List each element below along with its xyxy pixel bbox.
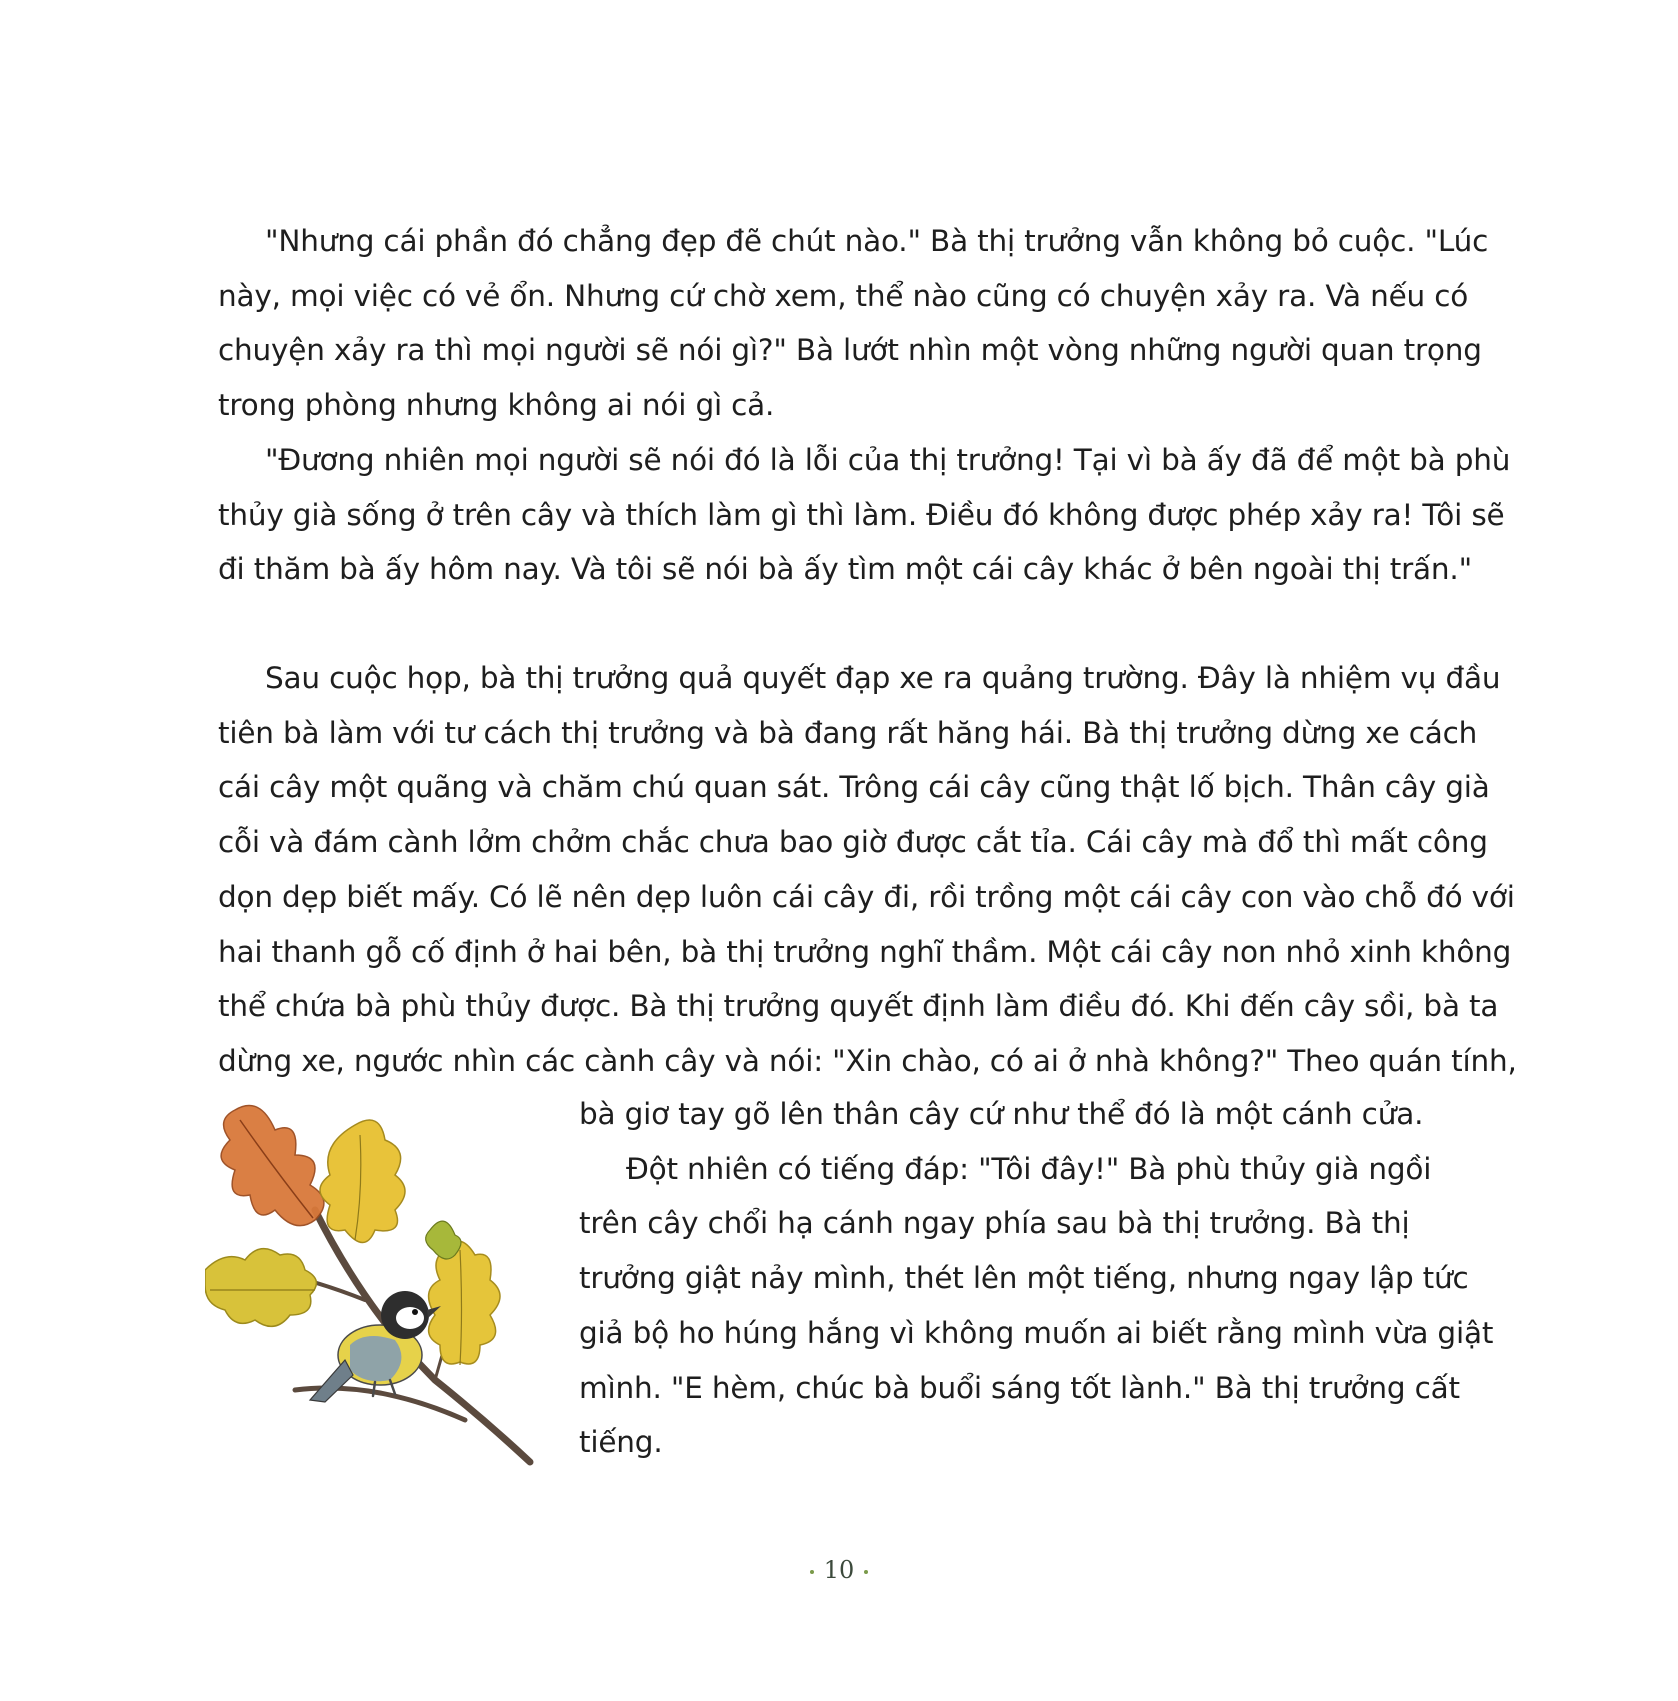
text-line: Sau cuộc họp, bà thị trưởng quả quyết đạp xe ra quảng trường. Đây là nhiệm vụ đầu (265, 661, 1501, 695)
text-line: "Nhưng cái phần đó chẳng đẹp đẽ chút nào." Bà thị trưởng vẫn không bỏ cuộc. "Lúc (265, 224, 1489, 258)
text-line: chuyện xảy ra thì mọi người sẽ nói gì?" Bà lướt nhìn một vòng những người quan trọng (218, 333, 1482, 368)
text-line: thủy già sống ở trên cây và thích làm gì thì làm. Điều đó không được phép xảy ra! Tôi sẽ (218, 497, 1505, 532)
dot-ornament (864, 1570, 868, 1574)
text-line: mình. "E hèm, chúc bà buổi sáng tốt lành." Bà thị trưởng cất (579, 1370, 1460, 1405)
text-line: Đột nhiên có tiếng đáp: "Tôi đây!" Bà phù thủy già ngồi (626, 1151, 1432, 1186)
text-line: dừng xe, ngước nhìn các cành cây và nói: "Xin chào, có ai ở nhà không?" Theo quán tính, (218, 1043, 1517, 1078)
page-number-text: 10 (823, 1556, 855, 1584)
middle-paragraph (218, 651, 1517, 1089)
text-line: này, mọi việc có vẻ ổn. Nhưng cứ chờ xem, thể nào cũng có chuyện xảy ra. Và nếu có (218, 278, 1469, 313)
text-line: bà giơ tay gõ lên thân cây cứ như thể đó là một cánh cửa. (579, 1097, 1424, 1131)
text-line: trưởng giật nảy mình, thét lên một tiếng, nhưng ngay lập tức (579, 1261, 1469, 1296)
text-line: thể chứa bà phù thủy được. Bà thị trưởng quyết định làm điều đó. Khi đến cây sồi, bà ta (218, 989, 1499, 1024)
text-line: đi thăm bà ấy hôm nay. Và tôi sẽ nói bà ấy tìm một cái cây khác ở bên ngoài thị trấn." (218, 552, 1472, 587)
page-number (0, 1556, 1678, 1584)
text-line: trên cây chổi hạ cánh ngay phía sau bà thị trưởng. Bà thị (579, 1206, 1410, 1241)
text-line: hai thanh gỗ cố định ở hai bên, bà thị trưởng nghĩ thầm. Một cái cây non nhỏ xinh không (218, 934, 1512, 969)
text-line: tiên bà làm với tư cách thị trưởng và bà đang rất hăng hái. Bà thị trưởng dừng xe cách (218, 715, 1478, 750)
text-line: dọn dẹp biết mấy. Có lẽ nên dẹp luôn cái cây đi, rồi trồng một cái cây con vào chỗ đó với (218, 879, 1515, 914)
text-line: "Đương nhiên mọi người sẽ nói đó là lỗi của thị trưởng! Tại vì bà ấy đã để một bà phù (265, 442, 1511, 477)
bird-on-oak-branch-illustration (205, 1090, 545, 1470)
text-line: tiếng. (579, 1425, 663, 1460)
opening-paragraphs (218, 214, 1511, 597)
closing-paragraphs (579, 1087, 1494, 1470)
text-line: cái cây một quãng và chăm chú quan sát. Trông cái cây cũng thật lố bịch. Thân cây già (218, 770, 1490, 805)
dot-ornament (810, 1570, 814, 1574)
text-line: trong phòng nhưng không ai nói gì cả. (218, 388, 775, 423)
text-line: cỗi và đám cành lởm chởm chắc chưa bao giờ được cắt tỉa. Cái cây mà đổ thì mất công (218, 825, 1488, 860)
text-line: giả bộ ho húng hắng vì không muốn ai biết rằng mình vừa giật (579, 1315, 1494, 1350)
